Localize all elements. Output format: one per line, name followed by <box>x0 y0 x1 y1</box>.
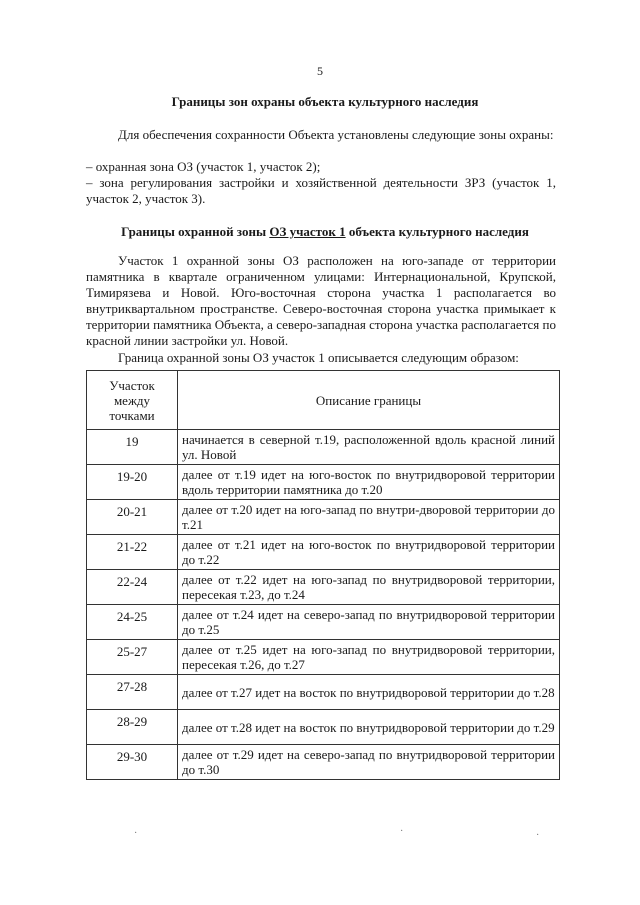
description-cell: далее от т.20 идет на юго-запад по внутри-дворовой территории до т.21 <box>178 500 560 535</box>
scan-mark: · <box>536 830 540 841</box>
section-heading <box>90 224 560 240</box>
segment-cell: 20-21 <box>87 500 178 535</box>
boundary-table <box>86 370 560 780</box>
description-cell: далее от т.25 идет на юго-запад по внутридворовой территории, пересекая т.26, до т.27 <box>178 640 560 675</box>
page-number: 5 <box>317 64 323 78</box>
table-row <box>87 535 560 570</box>
segment-cell: 25-27 <box>87 640 178 675</box>
body-paragraph: Участок 1 охранной зоны ОЗ расположен на юго-западе от территории памятника в квартале ограниченном улицами: Интернациональной, Крупской, Тимирязева и Новой. Юго-восточная сторона участка 1 располагается во внутриквартальном пространстве. Северо-восточная сторона участка примыкает к территории памятника Объекта, а северо-западная сторона участка располагается по красной линии застройки ул. Новой. <box>86 253 556 348</box>
description-cell: начинается в северной т.19, расположенной вдоль красной линий ул. Новой <box>178 430 560 465</box>
segment-cell: 27-28 <box>87 675 178 710</box>
table-row <box>87 640 560 675</box>
segment-cell: 21-22 <box>87 535 178 570</box>
segment-cell: 29-30 <box>87 745 178 780</box>
intro-paragraph: Для обеспечения сохранности Объекта установлены следующие зоны охраны: <box>118 127 554 142</box>
segment-cell: 24-25 <box>87 605 178 640</box>
list-item: – зона регулирования застройки и хозяйственной деятельности ЗРЗ (участок 1, участок 2, участок 3). <box>86 175 556 206</box>
table-row <box>87 465 560 500</box>
table-row <box>87 710 560 745</box>
description-cell: далее от т.24 идет на северо-запад по внутридворовой территории до т.25 <box>178 605 560 640</box>
table-row <box>87 675 560 710</box>
heading-suffix: объекта культурного наследия <box>345 224 529 239</box>
table-row <box>87 570 560 605</box>
table-row <box>87 745 560 780</box>
header-description: Описание границы <box>178 371 560 430</box>
heading-prefix: Границы охранной зоны <box>121 224 270 239</box>
list-item: – охранная зона ОЗ (участок 1, участок 2); <box>86 159 321 174</box>
description-cell: далее от т.21 идет на юго-восток по внутридворовой территории до т.22 <box>178 535 560 570</box>
table-header-row <box>87 371 560 430</box>
segment-cell: 22-24 <box>87 570 178 605</box>
description-cell: далее от т.28 идет на восток по внутридворовой территории до т.29 <box>178 710 560 745</box>
header-segment: Участок между точками <box>87 371 178 430</box>
table-row <box>87 605 560 640</box>
segment-cell: 19-20 <box>87 465 178 500</box>
description-cell: далее от т.19 идет на юго-восток по внутридворовой территории вдоль территории памятника до т.20 <box>178 465 560 500</box>
segment-cell: 19 <box>87 430 178 465</box>
heading-underlined: ОЗ участок 1 <box>269 224 346 239</box>
table-lead-paragraph: Граница охранной зоны ОЗ участок 1 описывается следующим образом: <box>118 350 519 365</box>
scan-mark: · <box>134 828 138 839</box>
table-row <box>87 430 560 465</box>
scan-mark: · <box>400 826 404 837</box>
segment-cell: 28-29 <box>87 710 178 745</box>
table-row <box>87 500 560 535</box>
description-cell: далее от т.29 идет на северо-запад по внутридворовой территории до т.30 <box>178 745 560 780</box>
description-cell: далее от т.22 идет на юго-запад по внутридворовой территории, пересекая т.23, до т.24 <box>178 570 560 605</box>
zones-heading: Границы зон охраны объекта культурного наследия <box>171 94 479 109</box>
description-cell: далее от т.27 идет на восток по внутридворовой территории до т.28 <box>178 675 560 710</box>
